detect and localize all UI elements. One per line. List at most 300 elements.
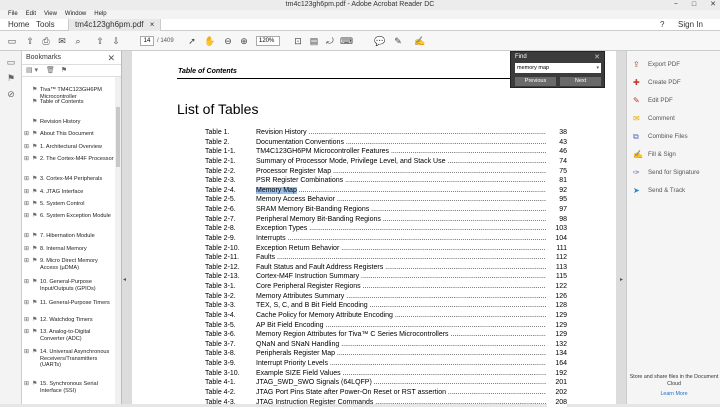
toc-title: JTAG Instruction Register Commands — [256, 398, 374, 406]
expand-icon[interactable]: ⊞ — [24, 381, 30, 387]
send-track-icon: ➤ — [633, 186, 640, 195]
toc-title-cell — [256, 340, 546, 350]
toc-title: PSR Register Combinations — [256, 177, 344, 185]
toc-page: 103 — [547, 224, 567, 234]
toc-page: 164 — [547, 359, 567, 369]
bookmark-icon: ⚑ — [32, 279, 38, 285]
bookmark-icon: ⚑ — [32, 119, 38, 125]
bookmark-item[interactable] — [22, 349, 116, 377]
bookmark-icon: ⚑ — [32, 258, 38, 264]
toc-title: Memory Region Attributes for Tiva™ C Series Microcontrollers — [256, 331, 449, 339]
find-panel — [510, 51, 605, 88]
toc-title: TM4C123GH6PM Microcontroller Features — [256, 148, 390, 156]
toc-title: Cache Policy for Memory Attribute Encoding — [256, 311, 393, 319]
toc-number: Table 2-10. — [205, 244, 240, 252]
toc-title-cell — [256, 224, 546, 234]
bookmark-item[interactable] — [22, 99, 116, 107]
fit-page-icon[interactable]: ⊡ — [294, 36, 302, 46]
toc-title-cell — [256, 311, 546, 321]
fill-sign-icon: ✍ — [633, 150, 643, 159]
edit-pdf-tool[interactable] — [633, 96, 719, 106]
toc-number: Table 4-1. — [205, 379, 236, 387]
toc-row[interactable] — [205, 340, 567, 350]
toc-title: Faults — [256, 254, 276, 262]
toc-number: Table 3-6. — [205, 331, 236, 339]
expand-icon[interactable]: ⊞ — [24, 213, 30, 219]
toc-number: Table 2-11. — [205, 254, 240, 262]
bookmark-icon: ⚑ — [32, 99, 38, 105]
menu-window[interactable]: Window — [64, 11, 87, 17]
toc-title: Summary of Processor Mode, Privilege Level, and Stack Use — [256, 157, 446, 165]
toc-title-cell — [256, 398, 546, 407]
bookmark-label: 4. JTAG Interface — [40, 189, 84, 195]
sign-in-link[interactable]: Sign In — [678, 20, 703, 29]
toc-title-cell — [256, 253, 546, 263]
collapse-right-icon[interactable]: ▸ — [620, 277, 624, 283]
toc-title: Exception Types — [256, 225, 308, 233]
toc-title-cell — [256, 369, 546, 379]
zoom-out-icon[interactable]: ⊖ — [224, 36, 232, 46]
toc-number: Table 2-5. — [205, 196, 236, 204]
toc-title-cell — [256, 388, 546, 398]
toc-title-cell — [256, 157, 546, 167]
search-icon[interactable]: ⌕ — [75, 36, 81, 46]
toc-page: 128 — [547, 301, 567, 311]
window-title-bar — [0, 0, 720, 10]
bookmark-label: 6. System Exception Module — [40, 213, 111, 219]
bookmark-label: 15. Synchronous Serial Interface (SSI) — [40, 381, 98, 394]
toc-row[interactable] — [205, 282, 567, 292]
find-title: Find — [515, 54, 527, 60]
toc-row[interactable] — [205, 215, 567, 225]
create-pdf-tool[interactable] — [633, 78, 719, 88]
find-previous-button[interactable]: Previous — [515, 77, 556, 86]
bookmark-label: 3. Cortex-M4 Peripherals — [40, 176, 103, 182]
toc-page: 46 — [547, 147, 567, 157]
bookmark-item[interactable] — [22, 317, 116, 325]
toc-page: 201 — [547, 378, 567, 388]
close-window-button[interactable]: ✕ — [710, 1, 716, 8]
bookmark-label: 14. Universal Asynchronous Receivers/Transmitters (UARTs) — [40, 349, 110, 369]
toc-title-cell — [256, 167, 546, 177]
tools-pane — [626, 51, 720, 404]
toc-title: QNaN and SNaN Handling — [256, 340, 340, 348]
combine-files-icon: ⧉ — [633, 132, 639, 141]
toc-row[interactable] — [205, 157, 567, 167]
toc-title-cell — [256, 263, 546, 273]
toc-number: Table 3-1. — [205, 283, 236, 291]
toc-title: TEX, S, C, and B Bit Field Encoding — [256, 302, 368, 310]
toc-title-cell — [256, 282, 546, 292]
toc-title-cell — [256, 321, 546, 331]
upload-icon[interactable]: ⇧ — [26, 36, 34, 46]
toc-number: Table 3-4. — [205, 311, 236, 319]
expand-icon[interactable]: ⊞ — [24, 279, 30, 285]
toc-title: Peripherals Register Map — [256, 350, 335, 358]
bookmarks-header — [22, 51, 121, 65]
export-pdf-tool[interactable] — [633, 60, 719, 70]
bookmarks-title: Bookmarks — [26, 54, 62, 61]
toc-number: Table 1-1. — [205, 148, 236, 156]
toc-title-cell — [256, 359, 546, 369]
page-down-icon[interactable]: ⇩ — [112, 36, 120, 46]
bookmark-label: 12. Watchdog Timers — [40, 317, 93, 323]
toc-row[interactable] — [205, 128, 567, 138]
bookmark-item[interactable] — [22, 258, 116, 272]
bookmark-label: Table of Contents — [40, 99, 84, 105]
toc-number: Table 3-2. — [205, 292, 236, 300]
expand-icon[interactable]: ⊞ — [24, 131, 30, 137]
toc-number: Table 2-2. — [205, 167, 236, 175]
send-for-signature-tool[interactable] — [633, 168, 719, 178]
bookmark-item[interactable] — [22, 381, 116, 395]
toc-row[interactable] — [205, 205, 567, 215]
bookmark-icon: ⚑ — [32, 131, 38, 137]
keyboard-icon[interactable]: ⌨ — [340, 36, 353, 46]
toc-row[interactable] — [205, 311, 567, 321]
toc-title-cell — [256, 272, 546, 282]
bookmark-item[interactable] — [22, 233, 116, 241]
toc-title: Exception Return Behavior — [256, 244, 340, 252]
toc-row[interactable] — [205, 195, 567, 205]
toc-title-cell — [256, 349, 546, 359]
toc-number: Table 2-1. — [205, 157, 236, 165]
tool-label: Export PDF — [648, 61, 680, 68]
bookmark-item[interactable] — [22, 279, 116, 293]
cloud-promo-text: Store and share files in the Document Cloud — [629, 374, 719, 387]
toc-number: Table 2-12. — [205, 263, 240, 271]
toc-row[interactable] — [205, 244, 567, 254]
bookmark-icon: ⚑ — [32, 87, 38, 93]
expand-icon[interactable]: ⊞ — [24, 258, 30, 264]
comment-icon[interactable]: 💬 — [374, 36, 386, 46]
menu-view[interactable]: View — [44, 11, 57, 17]
expand-icon[interactable]: ⊞ — [24, 246, 30, 252]
toc-title: Revision History — [256, 129, 307, 136]
bookmark-item[interactable] — [22, 246, 116, 254]
sign-icon[interactable]: ✍ — [414, 36, 426, 46]
select-tool-icon[interactable]: ➚ — [188, 36, 196, 46]
collapse-left-icon[interactable]: ◂ — [123, 277, 127, 283]
toc-page: 132 — [547, 340, 567, 350]
close-bookmarks-icon[interactable]: ✕ — [107, 53, 115, 63]
export-pdf-icon: ⇪ — [633, 60, 640, 69]
expand-icon[interactable]: ⊞ — [24, 349, 30, 355]
bookmark-label: 13. Analog-to-Digital Converter (ADC) — [40, 329, 91, 342]
tab-document-label: tm4c123gh6pm.pdf — [75, 20, 144, 29]
menu-file[interactable]: File — [8, 11, 18, 17]
toc-page: 95 — [547, 195, 567, 205]
save-icon[interactable]: ▭ — [7, 36, 17, 46]
toc-title: Processor Register Map — [256, 167, 332, 175]
tool-label: Create PDF — [648, 79, 681, 86]
bookmark-icon: ⚑ — [32, 246, 38, 252]
toc-page: 104 — [547, 234, 567, 244]
bookmark-icon: ⚑ — [32, 213, 38, 219]
bookmark-icon: ⚑ — [32, 300, 38, 306]
maximize-button[interactable]: □ — [691, 1, 697, 8]
toc-page: 38 — [547, 128, 567, 138]
left-navigation-rail — [0, 51, 22, 404]
tool-label: Comment — [648, 115, 675, 122]
bookmark-icon: ⚑ — [32, 329, 38, 335]
toc-title-cell — [256, 176, 546, 186]
bookmark-label: Revision History — [40, 119, 81, 125]
page-number-input[interactable]: 14 — [140, 36, 154, 46]
document-view[interactable] — [122, 51, 626, 404]
toc-row[interactable] — [205, 147, 567, 157]
toc-row[interactable] — [205, 378, 567, 388]
zoom-select[interactable]: 120% — [256, 36, 280, 46]
toc-row[interactable] — [205, 224, 567, 234]
toc-row[interactable] — [205, 321, 567, 331]
bookmark-icon: ⚑ — [32, 189, 38, 195]
send-for-signature-icon: ✑ — [633, 168, 640, 177]
toc-page: 122 — [547, 282, 567, 292]
tab-document[interactable] — [68, 19, 161, 31]
toc-row[interactable] — [205, 301, 567, 311]
attachment-icon[interactable]: ⊘ — [7, 89, 15, 99]
bookmark-item[interactable] — [22, 144, 116, 152]
toc-page: 43 — [547, 138, 567, 148]
comment-tool[interactable] — [633, 114, 719, 124]
toc-page: 129 — [547, 321, 567, 331]
find-next-button[interactable]: Next — [560, 77, 601, 86]
toc-page: 81 — [547, 176, 567, 186]
tool-label: Send for Signature — [648, 169, 700, 176]
toc-row[interactable] — [205, 186, 567, 196]
toc-title: JTAG Port Pins State after Power-On Reset or RST assertion — [256, 389, 446, 396]
rotate-icon[interactable]: ⤾ — [326, 36, 334, 46]
find-input[interactable] — [515, 63, 601, 73]
toc-title-cell — [256, 378, 546, 388]
expand-icon[interactable]: ⊞ — [24, 201, 30, 207]
hand-tool-icon[interactable]: ✋ — [204, 36, 216, 46]
toc-row[interactable] — [205, 330, 567, 340]
main-toolbar — [0, 31, 720, 51]
delete-bookmark-icon[interactable]: 🗑 — [46, 67, 55, 74]
tool-label: Fill & Sign — [648, 151, 676, 158]
send-track-tool[interactable] — [633, 186, 719, 196]
toc-number: Table 1. — [205, 129, 230, 136]
toc-page: 98 — [547, 215, 567, 225]
toc-title: Memory Attributes Summary — [256, 292, 345, 300]
toc-title: AP Bit Field Encoding — [256, 321, 324, 329]
toc-title: SRAM Memory Bit-Banding Regions — [256, 206, 370, 214]
bookmark-item[interactable] — [22, 87, 116, 99]
bookmarks-scroll-thumb[interactable] — [116, 107, 120, 167]
toc-row[interactable] — [205, 167, 567, 177]
scroll-mode-icon[interactable]: ▤ — [309, 36, 319, 46]
find-input-value: memory map — [517, 65, 550, 71]
bookmark-icon: ⚑ — [32, 144, 38, 150]
bookmark-item[interactable] — [22, 156, 116, 170]
bookmarks-scrollbar[interactable] — [115, 77, 121, 404]
toc-number: Table 2-3. — [205, 177, 236, 185]
toc-row[interactable] — [205, 292, 567, 302]
bookmark-label: 2. The Cortex-M4F Processor — [40, 156, 114, 162]
bookmark-icon: ⚑ — [32, 156, 38, 162]
help-icon[interactable]: ? — [660, 20, 665, 29]
toc-row[interactable] — [205, 369, 567, 379]
toc-title: Documentation Conventions — [256, 138, 344, 146]
toc-title-cell — [256, 234, 546, 244]
bookmark-label: 8. Internal Memory — [40, 246, 87, 252]
bookmark-item[interactable] — [22, 201, 116, 209]
pages-icon[interactable]: ▭ — [6, 57, 16, 67]
bookmark-label: 9. Micro Direct Memory Access (μDMA) — [40, 258, 98, 271]
bookmark-item[interactable] — [22, 329, 116, 343]
bookmark-item[interactable] — [22, 176, 116, 184]
bookmarks-toolbar — [22, 65, 121, 77]
menu-edit[interactable]: Edit — [25, 11, 37, 17]
bookmark-label: Tiva™ TM4C123GH6PM Microcontroller — [40, 87, 102, 100]
expand-icon[interactable]: ⊞ — [24, 144, 30, 150]
tab-tools[interactable]: Tools — [36, 20, 55, 29]
expand-icon[interactable]: ⊞ — [24, 156, 30, 162]
toc-number: Table 3-5. — [205, 321, 236, 329]
bookmark-label: About This Document — [40, 131, 94, 137]
tool-label: Send & Track — [648, 187, 686, 194]
print-icon[interactable]: ⎙ — [42, 36, 50, 46]
toc-page: 134 — [547, 349, 567, 359]
toc-title: Cortex-M4F Instruction Summary — [256, 273, 360, 281]
toc-number: Table 2. — [205, 138, 230, 146]
toc-page: 97 — [547, 205, 567, 215]
toc-title: JTAG_SWD_SWO Signals (64LQFP) — [256, 379, 372, 387]
bookmark-options-icon[interactable]: ▤ ▾ — [26, 67, 39, 74]
bookmark-item[interactable] — [22, 213, 116, 227]
bookmark-item[interactable] — [22, 300, 116, 314]
new-bookmark-icon[interactable]: ⚑ — [60, 67, 68, 74]
email-icon[interactable]: ✉ — [58, 36, 66, 46]
bookmark-item[interactable] — [22, 131, 116, 139]
minimize-button[interactable]: − — [673, 1, 678, 8]
toc-title-cell — [256, 186, 546, 196]
close-find-icon[interactable]: ✕ — [594, 54, 600, 61]
toc-number: Table 2-9. — [205, 234, 236, 242]
expand-icon[interactable]: ⊞ — [24, 176, 30, 182]
bookmark-label: 10. General-Purpose Input/Outputs (GPIOs) — [40, 279, 96, 292]
expand-icon[interactable]: ⊞ — [24, 233, 30, 239]
learn-more-link[interactable]: Learn More — [660, 391, 688, 397]
toc-row[interactable] — [205, 349, 567, 359]
page-title: List of Tables — [177, 101, 259, 117]
pdf-page — [132, 51, 616, 404]
toc-number: Table 2-8. — [205, 225, 236, 233]
toc-title-cell — [256, 330, 546, 340]
toc-title: Core Peripheral Register Regions — [256, 283, 361, 291]
toc-number: Table 2-6. — [205, 206, 236, 214]
expand-icon[interactable]: ⊞ — [24, 329, 30, 335]
toc-page: 111 — [547, 244, 567, 254]
toc-row[interactable] — [205, 263, 567, 273]
toc-number: Table 4-2. — [205, 389, 236, 396]
page-count: / 1409 — [157, 38, 174, 44]
toc-row[interactable] — [205, 138, 567, 148]
page-up-icon[interactable]: ⇧ — [96, 36, 104, 46]
toc-row[interactable] — [205, 234, 567, 244]
bookmarks-panel — [22, 51, 122, 404]
toc-number: Table 2-13. — [205, 273, 240, 281]
toc-page: 208 — [547, 398, 567, 407]
toc-title-cell — [256, 244, 546, 254]
toc-page: 126 — [547, 292, 567, 302]
toc-title-cell — [256, 128, 546, 138]
toc-page: 129 — [547, 311, 567, 321]
toc-title-cell — [256, 292, 546, 302]
bookmark-icon: ⚑ — [32, 233, 38, 239]
comment-icon: ✉ — [633, 114, 640, 123]
toc-number: Table 3-9. — [205, 360, 236, 368]
toc-title-cell — [256, 205, 546, 215]
toc-page: 192 — [547, 369, 567, 379]
toc-title-cell — [256, 138, 546, 148]
expand-icon[interactable]: ⊞ — [24, 300, 30, 306]
toc-title: Interrupts — [256, 234, 286, 242]
create-pdf-icon: ✚ — [633, 78, 640, 87]
toc-page: 113 — [547, 263, 567, 273]
toc-row[interactable] — [205, 272, 567, 282]
toc-number: Table 3-7. — [205, 340, 236, 348]
toc-page: 129 — [547, 330, 567, 340]
toc-title: Memory Access Behavior — [256, 196, 335, 204]
toc-page: 202 — [547, 388, 567, 398]
bookmark-icon: ⚑ — [32, 317, 38, 323]
toc-row[interactable] — [205, 398, 567, 407]
bookmark-icon: ⚑ — [32, 176, 38, 182]
toc-number: Table 2-4. — [205, 186, 236, 194]
bookmark-icon: ⚑ — [32, 201, 38, 207]
toc-row[interactable] — [205, 176, 567, 186]
toc-title-cell — [256, 215, 546, 225]
toc-title-cell — [256, 147, 546, 157]
toc-row[interactable] — [205, 359, 567, 369]
bookmark-item[interactable] — [22, 189, 116, 197]
search-highlight: Memory Map — [256, 186, 297, 194]
chevron-down-icon[interactable]: ▾ — [596, 65, 599, 71]
bookmark-label: 5. System Control — [40, 201, 85, 207]
bookmark-icon: ⚑ — [32, 381, 38, 387]
highlight-icon[interactable]: ✎ — [394, 36, 402, 46]
tab-close-icon[interactable]: × — [149, 20, 155, 29]
toc-title: Fault Status and Fault Address Registers — [256, 263, 384, 271]
bookmark-item[interactable] — [22, 119, 116, 127]
toc-page: 115 — [547, 272, 567, 282]
app-tab-bar — [0, 19, 720, 31]
combine-files-tool[interactable] — [633, 132, 719, 142]
fill-sign-tool[interactable] — [633, 150, 719, 160]
bookmark-icon[interactable]: ⚑ — [6, 73, 16, 83]
bookmark-label: 7. Hibernation Module — [40, 233, 95, 239]
window-title: tm4c123gh6pm.pdf - Adobe Acrobat Reader DC — [285, 1, 435, 8]
toc-page: 75 — [547, 167, 567, 177]
toc-page: 112 — [547, 253, 567, 263]
edit-pdf-icon: ✎ — [633, 96, 640, 105]
toc-number: Table 3-8. — [205, 350, 236, 358]
bookmark-label: 11. General-Purpose Timers — [40, 300, 110, 306]
expand-icon[interactable]: ⊞ — [24, 317, 30, 323]
tab-home[interactable]: Home — [8, 20, 30, 29]
toc-number: Table 3-3. — [205, 302, 236, 310]
zoom-in-icon[interactable]: ⊕ — [240, 36, 248, 46]
menu-help[interactable]: Help — [94, 11, 107, 17]
expand-icon[interactable]: ⊞ — [24, 189, 30, 195]
toc-row[interactable] — [205, 388, 567, 398]
toc-row[interactable] — [205, 253, 567, 263]
tool-label: Combine Files — [648, 133, 688, 140]
toc-title-cell — [256, 301, 546, 311]
